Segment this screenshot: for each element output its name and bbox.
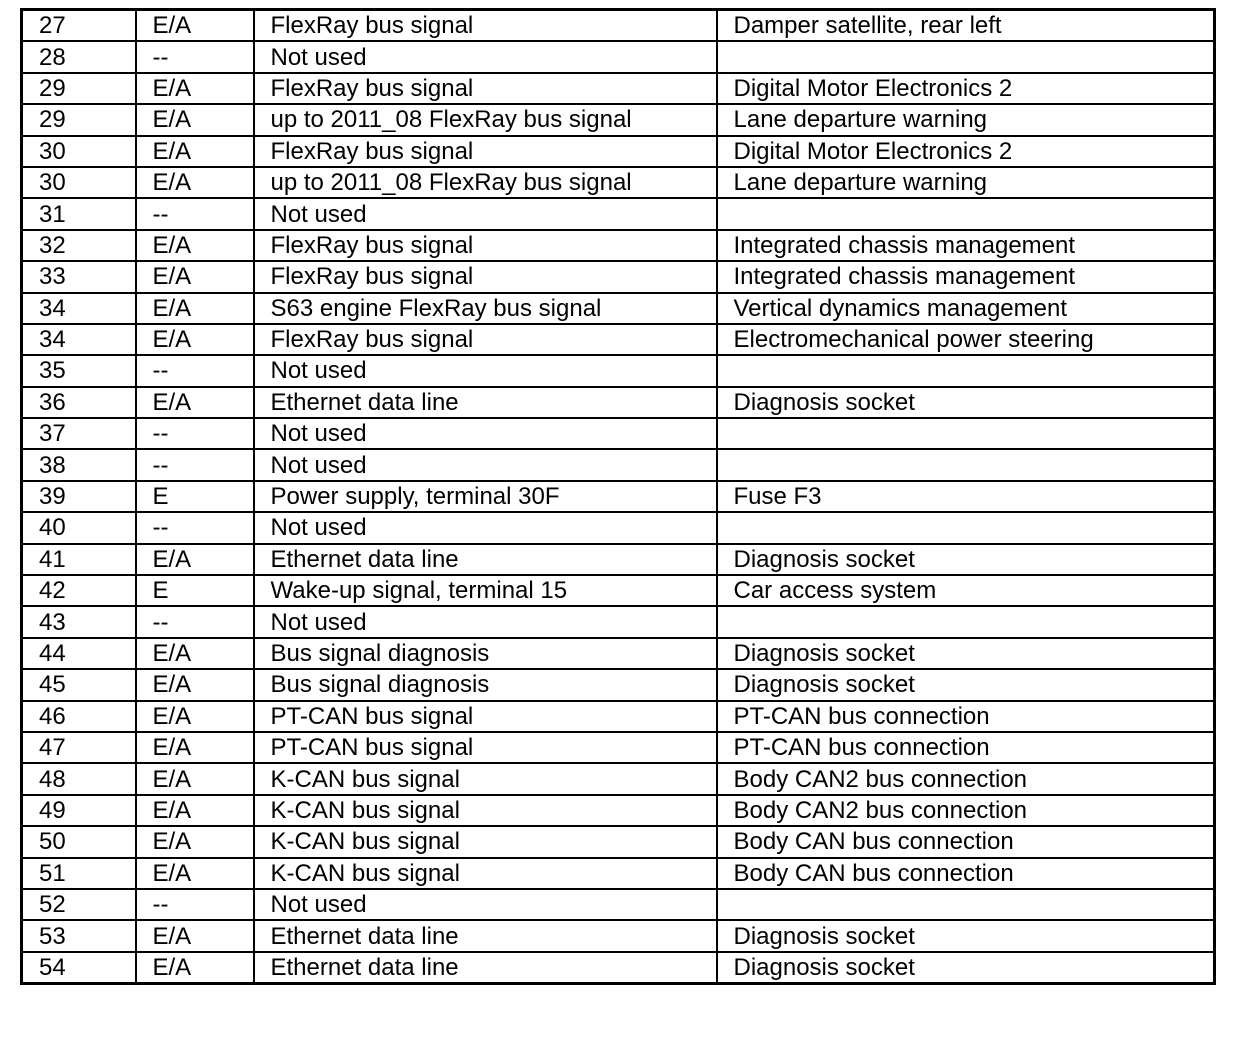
signal-type-cell: --	[136, 606, 254, 637]
pin-number-cell: 34	[22, 324, 136, 355]
signal-type-cell: E/A	[136, 544, 254, 575]
connection-cell	[717, 449, 1215, 480]
signal-type-cell: --	[136, 355, 254, 386]
connection-cell: Integrated chassis management	[717, 230, 1215, 261]
description-cell: Not used	[254, 606, 717, 637]
description-cell: Not used	[254, 41, 717, 72]
table-row	[22, 167, 1215, 198]
table-row	[22, 575, 1215, 606]
connection-cell: PT-CAN bus connection	[717, 732, 1215, 763]
pin-assignment-table	[20, 8, 1216, 985]
description-cell: K-CAN bus signal	[254, 763, 717, 794]
signal-type-cell: --	[136, 198, 254, 229]
signal-type-cell: E/A	[136, 826, 254, 857]
pin-number-cell: 54	[22, 952, 136, 984]
description-cell: Not used	[254, 198, 717, 229]
pin-number-cell: 40	[22, 512, 136, 543]
table-row	[22, 387, 1215, 418]
connection-cell: Diagnosis socket	[717, 952, 1215, 984]
signal-type-cell: E/A	[136, 669, 254, 700]
table-row	[22, 763, 1215, 794]
pin-number-cell: 35	[22, 355, 136, 386]
signal-type-cell: --	[136, 418, 254, 449]
pin-number-cell: 27	[22, 10, 136, 42]
pin-number-cell: 51	[22, 858, 136, 889]
pin-number-cell: 29	[22, 104, 136, 135]
pin-table-body	[22, 10, 1215, 984]
connection-cell	[717, 198, 1215, 229]
table-row	[22, 198, 1215, 229]
signal-type-cell: E/A	[136, 104, 254, 135]
pin-number-cell: 48	[22, 763, 136, 794]
table-row	[22, 230, 1215, 261]
connection-cell: Lane departure warning	[717, 104, 1215, 135]
signal-type-cell: E/A	[136, 136, 254, 167]
signal-type-cell: E/A	[136, 387, 254, 418]
table-row	[22, 136, 1215, 167]
pin-number-cell: 50	[22, 826, 136, 857]
pin-number-cell: 36	[22, 387, 136, 418]
signal-type-cell: E/A	[136, 10, 254, 42]
signal-type-cell: E/A	[136, 261, 254, 292]
table-row	[22, 701, 1215, 732]
connection-cell: Body CAN2 bus connection	[717, 795, 1215, 826]
description-cell: Not used	[254, 355, 717, 386]
pin-number-cell: 44	[22, 638, 136, 669]
table-row	[22, 10, 1215, 42]
pin-number-cell: 43	[22, 606, 136, 637]
signal-type-cell: E/A	[136, 230, 254, 261]
pin-number-cell: 45	[22, 669, 136, 700]
signal-type-cell: E	[136, 575, 254, 606]
description-cell: PT-CAN bus signal	[254, 701, 717, 732]
signal-type-cell: E/A	[136, 920, 254, 951]
table-row	[22, 449, 1215, 480]
connection-cell	[717, 355, 1215, 386]
table-row	[22, 41, 1215, 72]
description-cell: K-CAN bus signal	[254, 795, 717, 826]
table-row	[22, 732, 1215, 763]
connection-cell: Integrated chassis management	[717, 261, 1215, 292]
signal-type-cell: E/A	[136, 795, 254, 826]
table-row	[22, 73, 1215, 104]
pin-number-cell: 46	[22, 701, 136, 732]
signal-type-cell: E/A	[136, 638, 254, 669]
pin-number-cell: 32	[22, 230, 136, 261]
connection-cell: Lane departure warning	[717, 167, 1215, 198]
description-cell: Not used	[254, 889, 717, 920]
connection-cell	[717, 889, 1215, 920]
description-cell: Ethernet data line	[254, 544, 717, 575]
description-cell: Bus signal diagnosis	[254, 638, 717, 669]
pin-number-cell: 33	[22, 261, 136, 292]
description-cell: up to 2011_08 FlexRay bus signal	[254, 167, 717, 198]
pin-number-cell: 37	[22, 418, 136, 449]
description-cell: S63 engine FlexRay bus signal	[254, 293, 717, 324]
signal-type-cell: E	[136, 481, 254, 512]
description-cell: up to 2011_08 FlexRay bus signal	[254, 104, 717, 135]
table-row	[22, 826, 1215, 857]
connection-cell	[717, 41, 1215, 72]
pin-number-cell: 53	[22, 920, 136, 951]
table-row	[22, 858, 1215, 889]
pin-number-cell: 49	[22, 795, 136, 826]
signal-type-cell: --	[136, 512, 254, 543]
description-cell: PT-CAN bus signal	[254, 732, 717, 763]
description-cell: Ethernet data line	[254, 952, 717, 984]
table-row	[22, 606, 1215, 637]
signal-type-cell: E/A	[136, 858, 254, 889]
table-row	[22, 293, 1215, 324]
connection-cell	[717, 606, 1215, 637]
connection-cell: Diagnosis socket	[717, 920, 1215, 951]
pin-number-cell: 42	[22, 575, 136, 606]
signal-type-cell: E/A	[136, 167, 254, 198]
connection-cell: Electromechanical power steering	[717, 324, 1215, 355]
description-cell: Not used	[254, 449, 717, 480]
pin-number-cell: 52	[22, 889, 136, 920]
connection-cell: Body CAN bus connection	[717, 858, 1215, 889]
pin-number-cell: 28	[22, 41, 136, 72]
table-row	[22, 920, 1215, 951]
description-cell: FlexRay bus signal	[254, 261, 717, 292]
description-cell: Power supply, terminal 30F	[254, 481, 717, 512]
table-row	[22, 638, 1215, 669]
connection-cell: Diagnosis socket	[717, 638, 1215, 669]
table-row	[22, 544, 1215, 575]
table-row	[22, 355, 1215, 386]
pin-number-cell: 38	[22, 449, 136, 480]
description-cell: Wake-up signal, terminal 15	[254, 575, 717, 606]
pin-number-cell: 30	[22, 136, 136, 167]
signal-type-cell: --	[136, 889, 254, 920]
description-cell: FlexRay bus signal	[254, 136, 717, 167]
connection-cell: Vertical dynamics management	[717, 293, 1215, 324]
description-cell: K-CAN bus signal	[254, 858, 717, 889]
pin-number-cell: 34	[22, 293, 136, 324]
connection-cell: Car access system	[717, 575, 1215, 606]
connection-cell: Diagnosis socket	[717, 669, 1215, 700]
description-cell: FlexRay bus signal	[254, 73, 717, 104]
signal-type-cell: E/A	[136, 324, 254, 355]
connection-cell	[717, 512, 1215, 543]
signal-type-cell: --	[136, 449, 254, 480]
connection-cell: Diagnosis socket	[717, 387, 1215, 418]
table-row	[22, 104, 1215, 135]
signal-type-cell: E/A	[136, 73, 254, 104]
table-row	[22, 669, 1215, 700]
table-row	[22, 418, 1215, 449]
connection-cell: Body CAN bus connection	[717, 826, 1215, 857]
description-cell: Bus signal diagnosis	[254, 669, 717, 700]
connection-cell: Digital Motor Electronics 2	[717, 136, 1215, 167]
pin-number-cell: 30	[22, 167, 136, 198]
table-row	[22, 512, 1215, 543]
pin-number-cell: 29	[22, 73, 136, 104]
description-cell: FlexRay bus signal	[254, 10, 717, 42]
description-cell: FlexRay bus signal	[254, 324, 717, 355]
table-row	[22, 795, 1215, 826]
signal-type-cell: E/A	[136, 952, 254, 984]
signal-type-cell: E/A	[136, 763, 254, 794]
signal-type-cell: E/A	[136, 732, 254, 763]
pin-number-cell: 31	[22, 198, 136, 229]
table-row	[22, 952, 1215, 984]
description-cell: Not used	[254, 418, 717, 449]
connection-cell: Body CAN2 bus connection	[717, 763, 1215, 794]
pin-number-cell: 41	[22, 544, 136, 575]
connection-cell: Digital Motor Electronics 2	[717, 73, 1215, 104]
signal-type-cell: --	[136, 41, 254, 72]
connection-cell: Diagnosis socket	[717, 544, 1215, 575]
table-row	[22, 261, 1215, 292]
pin-number-cell: 47	[22, 732, 136, 763]
table-row	[22, 889, 1215, 920]
pin-number-cell: 39	[22, 481, 136, 512]
description-cell: Not used	[254, 512, 717, 543]
description-cell: K-CAN bus signal	[254, 826, 717, 857]
signal-type-cell: E/A	[136, 293, 254, 324]
table-row	[22, 481, 1215, 512]
connection-cell: Damper satellite, rear left	[717, 10, 1215, 42]
signal-type-cell: E/A	[136, 701, 254, 732]
connection-cell: PT-CAN bus connection	[717, 701, 1215, 732]
connection-cell: Fuse F3	[717, 481, 1215, 512]
description-cell: Ethernet data line	[254, 920, 717, 951]
table-row	[22, 324, 1215, 355]
connection-cell	[717, 418, 1215, 449]
description-cell: Ethernet data line	[254, 387, 717, 418]
description-cell: FlexRay bus signal	[254, 230, 717, 261]
